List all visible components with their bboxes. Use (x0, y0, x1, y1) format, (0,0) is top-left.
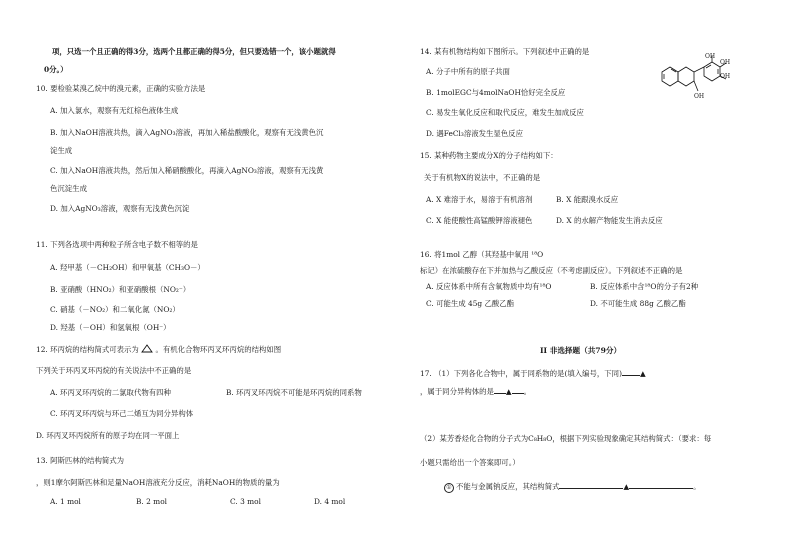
question-15-option-d: D. X 的水解产物能发生消去反应 (556, 216, 663, 225)
question-11-option-b: B. 亚硝酸（HNO₂）和亚硝酸根（NO₂⁻） (50, 285, 191, 294)
answer-marker: ▲ (639, 369, 646, 378)
answer-marker: ▲ (623, 482, 630, 491)
question-17-isomer-text: ，属于同分异构体的是 (420, 387, 494, 396)
answer-blank[interactable] (512, 386, 524, 394)
question-10-option-d: D. 加入AgNO₃溶液，观察有无浅黄色沉淀 (50, 204, 190, 213)
question-17-part-1: 17. （1）下列各化合物中，属于同系物的是(填入编号，下同) (420, 369, 622, 378)
answer-blank[interactable] (559, 481, 623, 489)
question-17 (420, 368, 646, 379)
instruction-line-2: 0分。） (44, 65, 68, 74)
question-13-option-b: B. 2 mol (136, 497, 168, 506)
question-12 (36, 344, 281, 355)
question-16-option-c: C. 可能生成 45g 乙酸乙酯 (426, 299, 515, 308)
question-17-part-2: （2）某芳香烃化合物的分子式为C₈H₈O，根据下列实验现象确定其结构简式：（要求：每 (420, 434, 712, 443)
question-12-stem-cont: 。有机化合物环丙叉环丙烷的结构如图 (155, 345, 282, 354)
question-13-line-2: ，则1摩尔阿斯匹林和足量NaOH溶液充分反应，消耗NaOH的物质的量为 (36, 478, 280, 487)
question-15-line-2: 关于有机物X的说法中，不正确的是 (424, 173, 541, 182)
question-17-sub-1: ① 不能与金属钠反应，其结构简式 ▲ 。 (444, 481, 701, 493)
cyclopropane-triangle-icon (141, 344, 153, 353)
question-11-option-d: D. 羟基（－OH）和氢氧根（OH⁻） (50, 323, 171, 332)
egc-oh-label-1: OH (705, 53, 716, 60)
question-12-option-d: D. 环丙叉环丙烷所有的原子均在同一平面上 (36, 431, 180, 440)
question-16-line-2: 标记）在浓硫酸存在下并加热与乙酸反应（不考虑副反应）。下列叙述不正确的是 (420, 266, 683, 275)
egc-oh-label-4: OH (694, 93, 705, 100)
question-10-option-b: B. 加入NaOH溶液共热，滴入AgNO₃溶液，再加入稀盐酸酸化，观察有无浅黄色沉 (50, 128, 324, 137)
instruction-line-1: 项，只选一个且正确的得3分，选两个且都正确的得5分，但只要选错一个，该小题就得 (52, 47, 336, 56)
question-14-option-d: D. 遇FeCl₃溶液发生显色反应 (426, 129, 523, 138)
question-10: 10. 要检验某溴乙烷中的溴元素，正确的实验方法是 (36, 84, 206, 93)
egc-oh-label-3: OH (720, 73, 731, 80)
question-12-option-b: B. 环丙叉环丙烷不可能是环丙烷的同系物 (226, 388, 362, 397)
question-15: 15. 某种药物主要成分X的分子结构如下： (420, 151, 558, 160)
question-10-option-c: C. 加入NaOH溶液共热，然后加入稀硝酸酸化，再滴入AgNO₃溶液，观察有无浅黄 (50, 166, 324, 175)
question-12-option-c: C. 环丙叉环丙烷与环己二烯互为同分异构体 (50, 409, 194, 418)
question-15-option-c: C. X 能使酸性高锰酸钾溶液褪色 (426, 216, 533, 225)
question-15-option-a: A. X 难溶于水，易溶于有机溶剂 (426, 195, 533, 204)
question-15-option-b: B. X 能跟溴水反应 (556, 195, 619, 204)
question-11: 11. 下列各选项中两种粒子所含电子数不相等的是 (36, 240, 198, 249)
question-10-option-a: A. 加入氯水，观察有无红棕色液体生成 (50, 106, 179, 115)
question-13-option-d: D. 4 mol (314, 497, 346, 506)
question-16: 16. 将1mol 乙醇（其羟基中氧用 ¹⁸O (420, 250, 544, 259)
circled-number: ① (444, 483, 454, 493)
question-14-option-c: C. 易发生氧化反应和取代反应，难发生加成反应 (426, 108, 584, 117)
question-14-option-a: A. 分子中所有的原子共面 (426, 67, 510, 76)
question-12-line-2: 下列关于环丙叉环丙烷的有关说法中不正确的是 (36, 366, 192, 375)
question-12-stem: 12. 环丙烷的结构简式可表示为 (36, 345, 139, 354)
question-14-option-b: B. 1molEGC与4molNaOH恰好完全反应 (426, 88, 566, 97)
question-10-option-c-cont: 色沉淀生成 (50, 184, 87, 193)
answer-blank[interactable] (629, 481, 693, 489)
answer-marker: ▲ (505, 387, 512, 396)
question-11-option-a: A. 羟甲基（－CH₂OH）和甲氧基（CH₃O－） (50, 263, 205, 272)
section-ii-title: II 非选择题（共79分） (540, 346, 622, 355)
question-13: 13. 阿斯匹林的结构简式为 (36, 456, 125, 465)
question-16-option-d: D. 不可能生成 88g 乙酸乙酯 (590, 299, 686, 308)
question-16-option-a: A. 反应体系中所有含氧物质中均有¹⁸O (426, 282, 552, 291)
question-14: 14. 某有机物结构如下图所示。下列叙述中正确的是 (420, 47, 590, 56)
question-13-option-a: A. 1 mol (50, 497, 81, 506)
question-17-part-2-note: 小题只需给出一个答案即可。） (420, 458, 520, 467)
question-10-option-b-cont: 淀生成 (50, 146, 73, 155)
question-17-line-2: ，属于同分异构体的是 ▲ 。 (420, 387, 532, 396)
question-12-option-a: A. 环丙叉环丙烷的二氯取代物有四种 (50, 388, 171, 397)
question-17-sub-1-text: 不能与金属钠反应，其结构简式 (456, 482, 560, 491)
answer-blank[interactable] (494, 386, 506, 394)
question-13-option-c: C. 3 mol (230, 497, 261, 506)
answer-blank[interactable] (622, 368, 640, 376)
egc-oh-label-2: OH (720, 59, 731, 66)
question-16-option-b: B. 反应体系中含¹⁸O的分子有2种 (590, 282, 699, 291)
question-11-option-c: C. 硝基（－NO₂）和二氧化氮（NO₂） (50, 305, 180, 314)
